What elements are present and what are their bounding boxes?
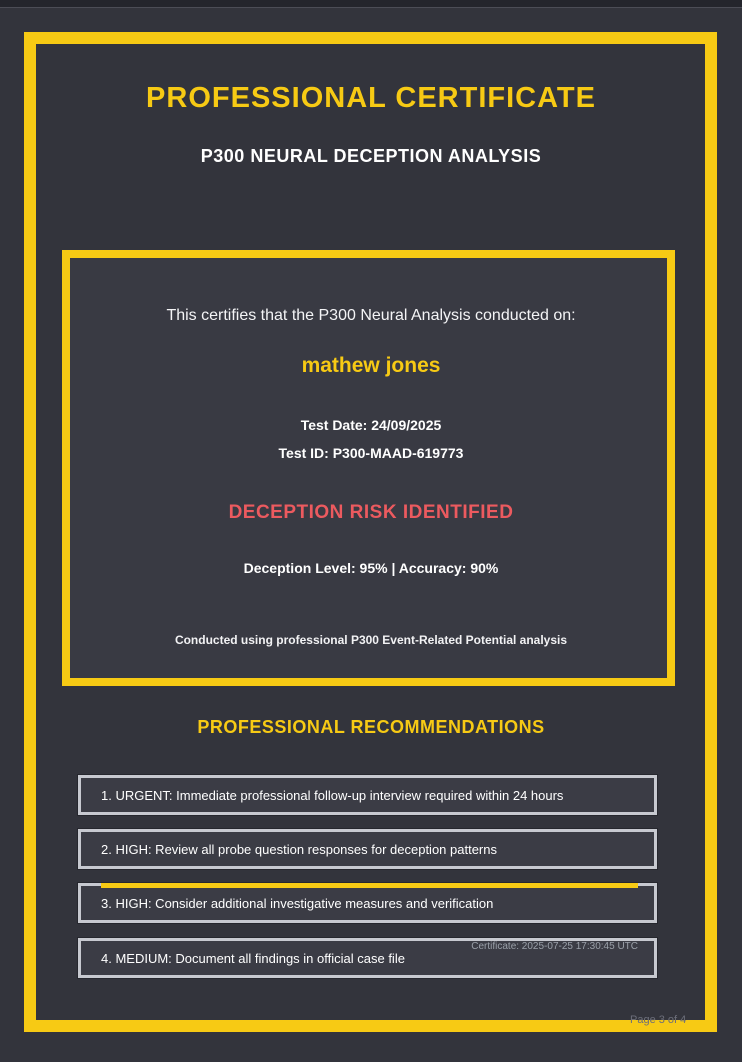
recommendation-text: 1. URGENT: Immediate professional follow-up interview required within 24 hours <box>101 787 564 803</box>
method-note: Conducted using professional P300 Event-Related Potential analysis <box>174 633 568 647</box>
recommendation-text: 4. MEDIUM: Document all findings in official case file <box>101 950 405 966</box>
deception-metrics: Deception Level: 95% | Accuracy: 90% <box>243 560 499 576</box>
recommendation-item <box>78 829 657 869</box>
page-number: Page 3 of 4 <box>630 1014 687 1026</box>
page-title: PROFESSIONAL CERTIFICATE <box>146 82 596 114</box>
test-id: Test ID: P300-MAAD-619773 <box>278 445 464 461</box>
certificate-timestamp: Certificate: 2025-07-25 17:30:45 UTC <box>471 941 638 952</box>
recommendation-text: 3. HIGH: Consider additional investigative measures and verification <box>101 895 494 911</box>
risk-status: DECEPTION RISK IDENTIFIED <box>228 502 514 523</box>
top-edge-strip <box>0 0 742 8</box>
subject-name: mathew jones <box>301 354 441 377</box>
test-date: Test Date: 24/09/2025 <box>300 417 442 433</box>
certifies-statement: This certifies that the P300 Neural Analysis conducted on: <box>166 307 576 324</box>
recommendations-title: PROFESSIONAL RECOMMENDATIONS <box>197 717 545 737</box>
gold-stripe-decoration <box>101 883 638 888</box>
recommendation-item <box>78 775 657 815</box>
page-subtitle: P300 NEURAL DECEPTION ANALYSIS <box>200 146 542 166</box>
recommendation-item <box>78 883 657 923</box>
recommendation-text: 2. HIGH: Review all probe question responses for deception patterns <box>101 841 497 857</box>
